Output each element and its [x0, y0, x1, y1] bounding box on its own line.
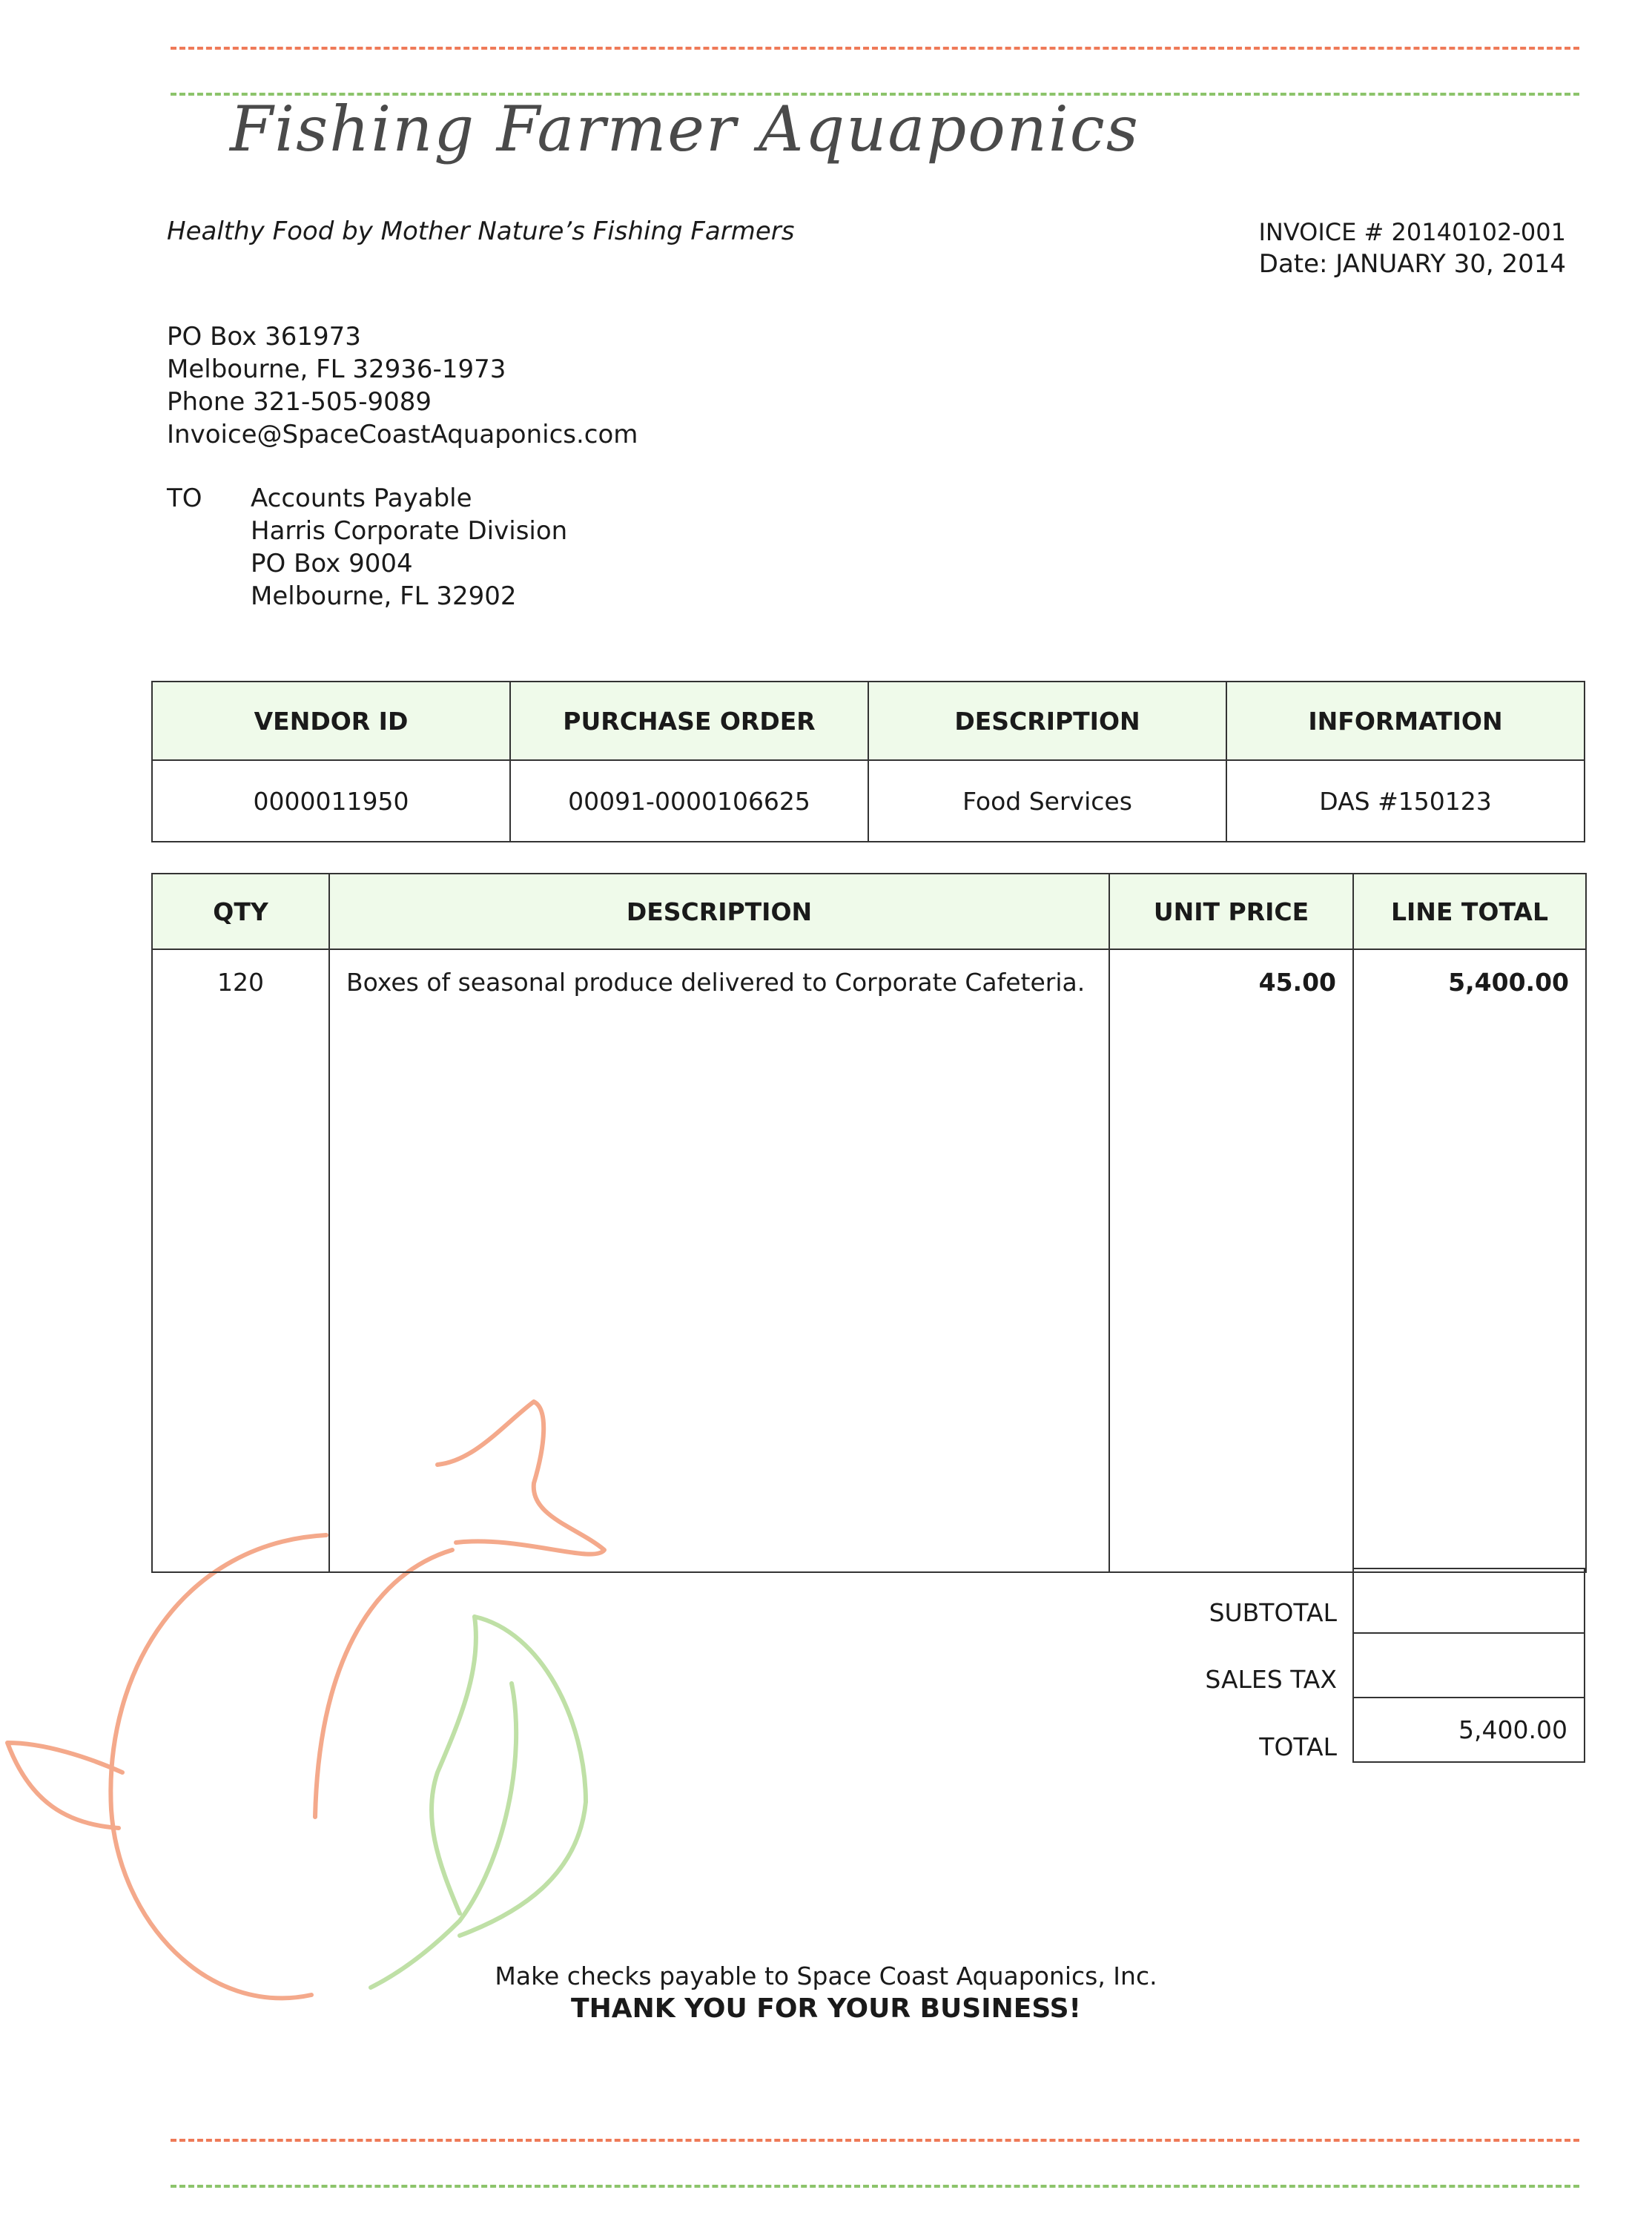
- sender-address: [167, 320, 638, 451]
- subtotal-label: SUBTOTAL: [1209, 1598, 1337, 1627]
- purchase-order-cell: 00091-0000106625: [510, 760, 868, 842]
- table-header-cell: QTY: [152, 874, 329, 949]
- company-tagline: Healthy Food by Mother Nature’s Fishing Farmers: [167, 217, 795, 246]
- description-cell: Food Services: [868, 760, 1226, 842]
- sender-email: Invoice@SpaceCoastAquaponics.com: [167, 420, 638, 449]
- table-header-row: [152, 874, 1586, 949]
- invoice-header: [1258, 217, 1566, 280]
- sender-address-line: Melbourne, FL 32936-1973: [167, 354, 506, 384]
- table-header-cell: DESCRIPTION: [329, 874, 1109, 949]
- payable-note: Make checks payable to Space Coast Aquaponics, Inc.: [495, 1962, 1157, 1990]
- thank-you-message: THANK YOU FOR YOUR BUSINESS!: [571, 1993, 1081, 2024]
- table-header-cell: UNIT PRICE: [1109, 874, 1353, 949]
- sales-tax-label: SALES TAX: [1205, 1665, 1337, 1694]
- bottom-red-dashed-rule: [171, 2139, 1579, 2142]
- to-label: TO: [167, 484, 202, 513]
- recipient-line: Accounts Payable: [251, 484, 472, 513]
- line-items-table: [151, 873, 1587, 1573]
- recipient-address: [251, 482, 567, 613]
- bottom-green-dashed-rule: [171, 2185, 1579, 2188]
- table-header-cell: INFORMATION: [1226, 682, 1585, 760]
- table-header-cell: PURCHASE ORDER: [510, 682, 868, 760]
- table-header-cell: VENDOR ID: [152, 682, 510, 760]
- item-qty: 120: [152, 949, 329, 1572]
- subtotal-value: [1352, 1568, 1585, 1634]
- table-header-row: [152, 682, 1585, 760]
- vendor-info-table: [151, 681, 1585, 842]
- recipient-line: Harris Corporate Division: [251, 516, 568, 546]
- information-cell: DAS #150123: [1226, 760, 1585, 842]
- invoice-date: Date: JANUARY 30, 2014: [1258, 249, 1566, 279]
- table-row: [152, 949, 1586, 1572]
- sender-address-line: PO Box 361973: [167, 322, 361, 352]
- vendor-id-cell: 0000011950: [152, 760, 510, 842]
- invoice-number: INVOICE # 20140102-001: [1258, 218, 1566, 246]
- table-row: [152, 760, 1585, 842]
- table-header-cell: DESCRIPTION: [868, 682, 1226, 760]
- recipient-line: PO Box 9004: [251, 549, 413, 578]
- sales-tax-value: [1352, 1632, 1585, 1698]
- company-logo-text: Fishing Farmer Aquaponics: [230, 93, 1140, 165]
- top-red-dashed-rule: [171, 47, 1579, 50]
- item-unit-price: 45.00: [1109, 949, 1353, 1572]
- table-header-cell: LINE TOTAL: [1353, 874, 1586, 949]
- total-value: 5,400.00: [1352, 1697, 1585, 1763]
- sender-phone: Phone 321-505-9089: [167, 387, 432, 417]
- item-description: Boxes of seasonal produce delivered to Corporate Cafeteria.: [329, 949, 1109, 1572]
- item-line-total: 5,400.00: [1353, 949, 1586, 1572]
- recipient-line: Melbourne, FL 32902: [251, 581, 517, 611]
- total-label: TOTAL: [1259, 1732, 1337, 1761]
